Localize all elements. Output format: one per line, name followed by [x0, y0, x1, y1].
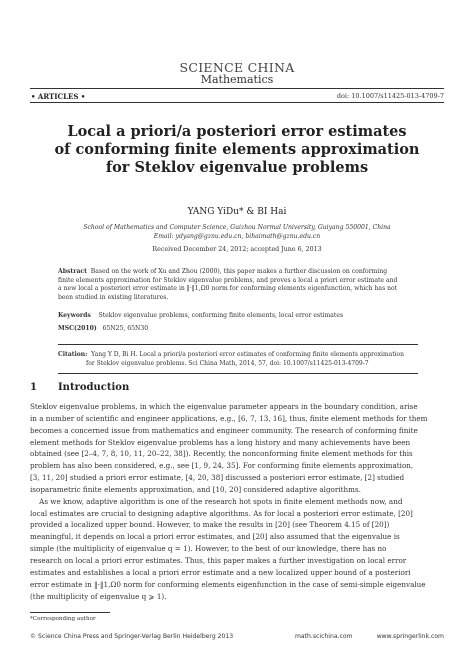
copyright: © Science China Press and Springer-Verlag Berlin Heidelberg 2013 [30, 633, 234, 640]
msc-label: MSC(2010) [58, 325, 97, 332]
title-line: of conforming finite elements approximation [54, 141, 420, 158]
body-line: (the multiplicity of eigenvalue q ⩾ 1). [30, 591, 167, 601]
body-line: estimates and establishes a local a priori error estimate and a new localized upper bound of a posteriori [30, 567, 411, 577]
citation [58, 351, 418, 368]
site-link-springer[interactable]: www.springerlink.com [376, 633, 444, 640]
affiliation [30, 224, 444, 241]
intro-body [30, 401, 444, 602]
body-line: meaningful, it depends on local a priori error estimates, and [20] also assumed that the eigenvalue is [30, 532, 400, 542]
msc [58, 325, 148, 332]
header-bottom-rule [30, 102, 444, 103]
body-line: provided a localized upper bound. However, to make the results in [20] (see Theorem 4.15 of [20]) [30, 520, 390, 530]
received-date: Received December 24, 2012; accepted June 6, 2013 [152, 246, 322, 253]
body-line: isoparametric finite elements approximation, and [10, 20] considered adaptive algorithms. [30, 484, 361, 494]
authors: YANG YiDu* & BI Hai [187, 207, 287, 217]
footnote-rule [30, 612, 110, 613]
body-line: becomes a concerned issue from mathematics and engineer community. The research of conforming finite [30, 425, 418, 435]
section-heading [30, 382, 129, 393]
affiliation-line: School of Mathematics and Computer Science, Guizhou Normal University, Guiyang 550001, China [83, 224, 391, 231]
body-line: error estimate in ‖·‖1,Ω0 norm for conforming elements eigenfunction in the case of semi-simple eigenvalue [30, 579, 426, 589]
section-label: • ARTICLES • [31, 92, 86, 101]
body-line: in a number of scientific and engineer applications, e.g., [6, 7, 13, 16], thus, finite element methods for them [30, 413, 428, 423]
citation-label: Citation: [58, 351, 88, 358]
header-top-rule [30, 88, 444, 89]
body-line: As we know, adaptive algorithm is one of the research hot spots in finite element methods now, and [30, 496, 403, 506]
section-number: 1 [30, 382, 37, 393]
section-title: Introduction [58, 382, 130, 393]
body-line: element methods for Steklov eigenvalue problems has a long history and many achievements have been [30, 437, 411, 447]
body-line: Steklov eigenvalue problems, in which the eigenvalue parameter appears in the boundary condition, arise [30, 402, 418, 411]
body-line: problem has also been considered, e.g., see [1, 9, 24, 35]. For conforming finite elements approximation, [30, 461, 414, 471]
doi[interactable]: doi: 10.1007/s11425-013-4709-7 [336, 92, 444, 100]
body-line: [3, 11, 20] studied a priori error estimate, [4, 20, 38] discussed a posteriori error estimate, [2] studied [30, 473, 405, 483]
citation-line: for Steklov eigenvalue problems. Sci China Math, 2014, 57, doi: 10.1007/s11425-013-4709-7 [86, 359, 369, 367]
keywords-label: Keywords [58, 312, 91, 319]
abstract-line: Based on the work of Xu and Zhou (2000), this paper makes a further discussion on conforming [90, 268, 388, 275]
abstract-line: a new local a posteriori error estimate in ‖·‖1,Ω0 norm for conforming elements eigenfunction, which has not [58, 285, 398, 293]
title-line: for Steklov eigenvalue problems [105, 159, 369, 176]
citation-line: Yang Y D, Bi H. Local a priori/a posteriori error estimates of conforming finite elements approximation [91, 351, 405, 358]
journal-name: SCIENCE CHINA [179, 60, 295, 75]
site-link-scichina[interactable]: math.scichina.com [295, 633, 353, 640]
body-line: obtained (see [2–4, 7, 8, 10, 11, 20–22, 38]). Recently, the nonconforming finite element methods for this [30, 449, 413, 459]
abstract-line: been studied in existing literatures. [58, 294, 169, 302]
msc-text: 65N25, 65N30 [102, 325, 149, 332]
paper-title [30, 123, 444, 177]
citation-bottom-rule [58, 373, 418, 374]
keywords [58, 312, 343, 319]
abstract [58, 268, 418, 303]
abstract-label: Abstract [58, 268, 87, 275]
journal-subject: Mathematics [200, 73, 274, 86]
email-line[interactable]: Email: ydyang@gznu.edu.cn, bihaimath@gznu.edu.cn [153, 232, 321, 240]
keywords-text: Steklov eigenvalue problems, conforming finite elements, local error estimates [98, 312, 344, 319]
body-line: research on local a priori error estimates. Thus, this paper makes a further investigation on local error [30, 555, 407, 565]
footnote: *Corresponding author [30, 616, 96, 622]
abstract-line: finite elements approximation for Steklov eigenvalue problems, and proves a local a priori error estimate and [58, 276, 398, 284]
body-line: local estimates are crucial to designing adaptive algorithms. As for local a posteriori error estimate, [20] [30, 508, 413, 518]
citation-top-rule [58, 344, 418, 345]
title-line: Local a priori/a posteriori error estimates [67, 123, 407, 140]
body-line: simple (the multiplicity of eigenvalue q = 1). However, to the best of our knowledge, there has no [30, 544, 387, 554]
